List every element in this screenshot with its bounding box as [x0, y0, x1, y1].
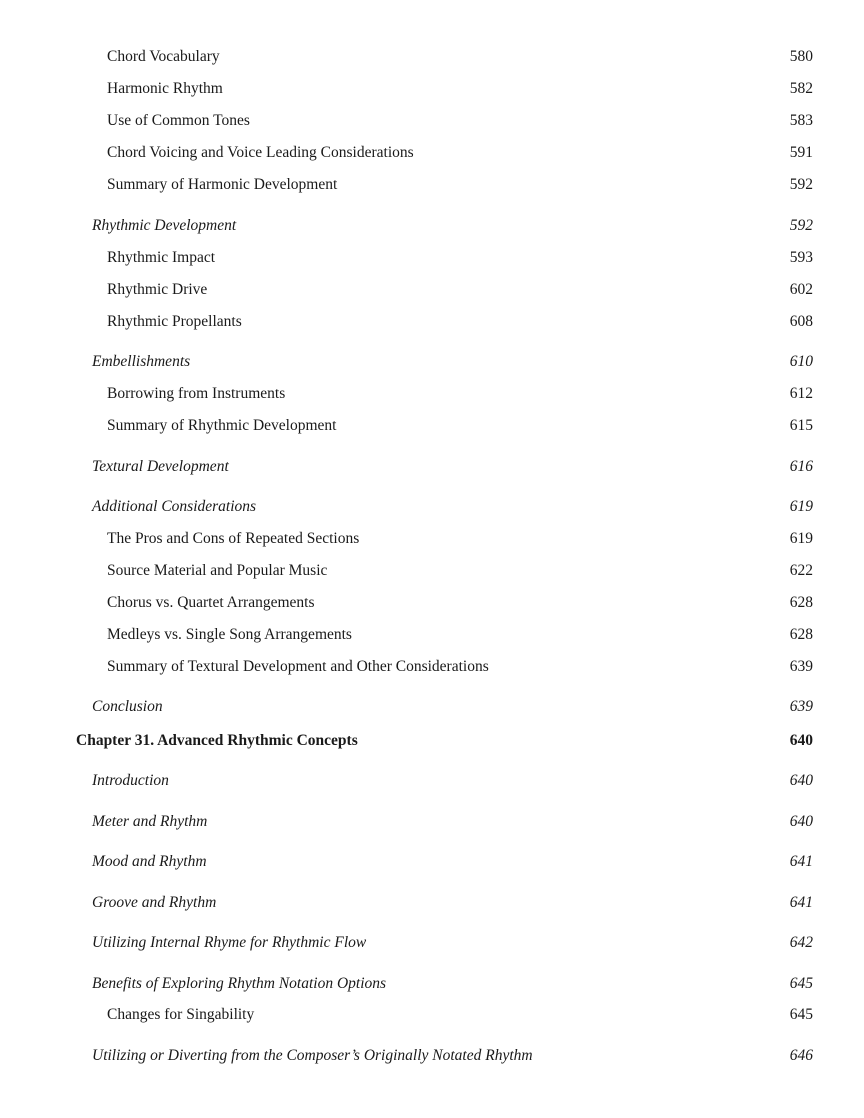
- toc-entry: [0, 415, 813, 437]
- toc-entry-page: 641: [789, 894, 813, 911]
- toc-section-entry: [0, 456, 813, 478]
- toc-entry: [0, 592, 813, 614]
- toc-entry: [0, 279, 813, 301]
- toc-entry: [0, 624, 813, 646]
- toc-entry-page: 645: [789, 975, 813, 992]
- toc-entry-title: Use of Common Tones: [107, 112, 250, 129]
- toc-section-entry: [0, 851, 813, 873]
- toc-entry-page: 580: [789, 48, 813, 65]
- toc-chapter-heading: [0, 730, 813, 752]
- toc-entry-title: Conclusion: [92, 698, 163, 715]
- toc-entry-title: Utilizing or Diverting from the Composer’s Originally Notated Rhythm: [92, 1047, 533, 1064]
- toc-entry-title: Chapter 31. Advanced Rhythmic Concepts: [76, 732, 358, 749]
- toc-entry-page: 592: [789, 217, 813, 234]
- toc-entry-page: 642: [789, 934, 813, 951]
- toc-entry-page: 645: [789, 1006, 813, 1023]
- toc-entry-title: Meter and Rhythm: [92, 813, 208, 830]
- toc-entry-title: Rhythmic Development: [92, 217, 237, 234]
- toc-entry: [0, 174, 813, 196]
- toc-entry: [0, 78, 813, 100]
- toc-entry-title: Utilizing Internal Rhyme for Rhythmic Flow: [92, 934, 367, 951]
- toc-entry-title: Borrowing from Instruments: [107, 385, 286, 402]
- toc-entry-page: 583: [789, 112, 813, 129]
- toc-entry-title: Source Material and Popular Music: [107, 562, 328, 579]
- toc-entry-page: 602: [789, 281, 813, 298]
- toc-entry-title: Medleys vs. Single Song Arrangements: [107, 626, 352, 643]
- toc-entry-page: 610: [789, 353, 813, 370]
- toc-entry-page: 622: [789, 562, 813, 579]
- toc-entry-title: Summary of Harmonic Development: [107, 176, 338, 193]
- toc-entry: [0, 311, 813, 333]
- toc-section-entry: [0, 1045, 813, 1067]
- toc-entry-title: Chord Voicing and Voice Leading Considerations: [107, 144, 414, 161]
- toc-entry-page: 592: [789, 176, 813, 193]
- toc-section-entry: [0, 351, 813, 373]
- toc-section-entry: [0, 696, 813, 718]
- toc-entry: [0, 656, 813, 678]
- toc-entry-page: 615: [789, 417, 813, 434]
- toc-entry-title: Rhythmic Impact: [107, 249, 216, 266]
- toc-entry-page: 619: [789, 498, 813, 515]
- toc-entry-title: Chord Vocabulary: [107, 48, 220, 65]
- toc-section-entry: [0, 973, 813, 995]
- toc-entry-page: 612: [789, 385, 813, 402]
- toc-entry: [0, 1004, 813, 1026]
- toc-entry-page: 646: [789, 1047, 813, 1064]
- toc-entry-title: Additional Considerations: [92, 498, 257, 515]
- toc-entry-page: 628: [789, 594, 813, 611]
- toc-section-entry: [0, 892, 813, 914]
- toc-entry-title: Introduction: [92, 772, 169, 789]
- toc-entry-title: Groove and Rhythm: [92, 894, 217, 911]
- toc-entry-page: 640: [789, 732, 813, 749]
- toc-section-entry: [0, 496, 813, 518]
- toc-entry-page: 616: [789, 458, 813, 475]
- toc-entry-title: The Pros and Cons of Repeated Sections: [107, 530, 360, 547]
- toc-entry: [0, 560, 813, 582]
- toc-entry-page: 582: [789, 80, 813, 97]
- toc-entry-title: Embellishments: [92, 353, 191, 370]
- toc-entry: [0, 142, 813, 164]
- toc-entry-title: Harmonic Rhythm: [107, 80, 223, 97]
- toc-entry-page: 640: [789, 813, 813, 830]
- toc-entry-page: 639: [789, 698, 813, 715]
- toc-section-entry: [0, 215, 813, 237]
- toc-entry-title: Summary of Rhythmic Development: [107, 417, 337, 434]
- toc-entry-page: 619: [789, 530, 813, 547]
- toc-entry-title: Mood and Rhythm: [92, 853, 207, 870]
- toc-entry: [0, 46, 813, 68]
- toc-entry-title: Textural Development: [92, 458, 229, 475]
- toc-entry-page: 628: [789, 626, 813, 643]
- toc-entry-page: 640: [789, 772, 813, 789]
- toc-entry-page: 641: [789, 853, 813, 870]
- toc-entry: [0, 247, 813, 269]
- toc-entry-page: 593: [789, 249, 813, 266]
- toc-entry-page: 591: [789, 144, 813, 161]
- toc-entry-title: Benefits of Exploring Rhythm Notation Options: [92, 975, 387, 992]
- toc-entry-page: 608: [789, 313, 813, 330]
- toc-section-entry: [0, 811, 813, 833]
- toc-entry-page: 639: [789, 658, 813, 675]
- toc-section-entry: [0, 932, 813, 954]
- toc-entry: [0, 110, 813, 132]
- toc-entry-title: Summary of Textural Development and Other Considerations: [107, 658, 489, 675]
- toc-section-entry: [0, 770, 813, 792]
- toc-entry-title: Changes for Singability: [107, 1006, 255, 1023]
- toc-entry-title: Chorus vs. Quartet Arrangements: [107, 594, 315, 611]
- toc-entry: [0, 383, 813, 405]
- toc-entry-title: Rhythmic Propellants: [107, 313, 242, 330]
- toc-entry: [0, 528, 813, 550]
- toc-entry-title: Rhythmic Drive: [107, 281, 208, 298]
